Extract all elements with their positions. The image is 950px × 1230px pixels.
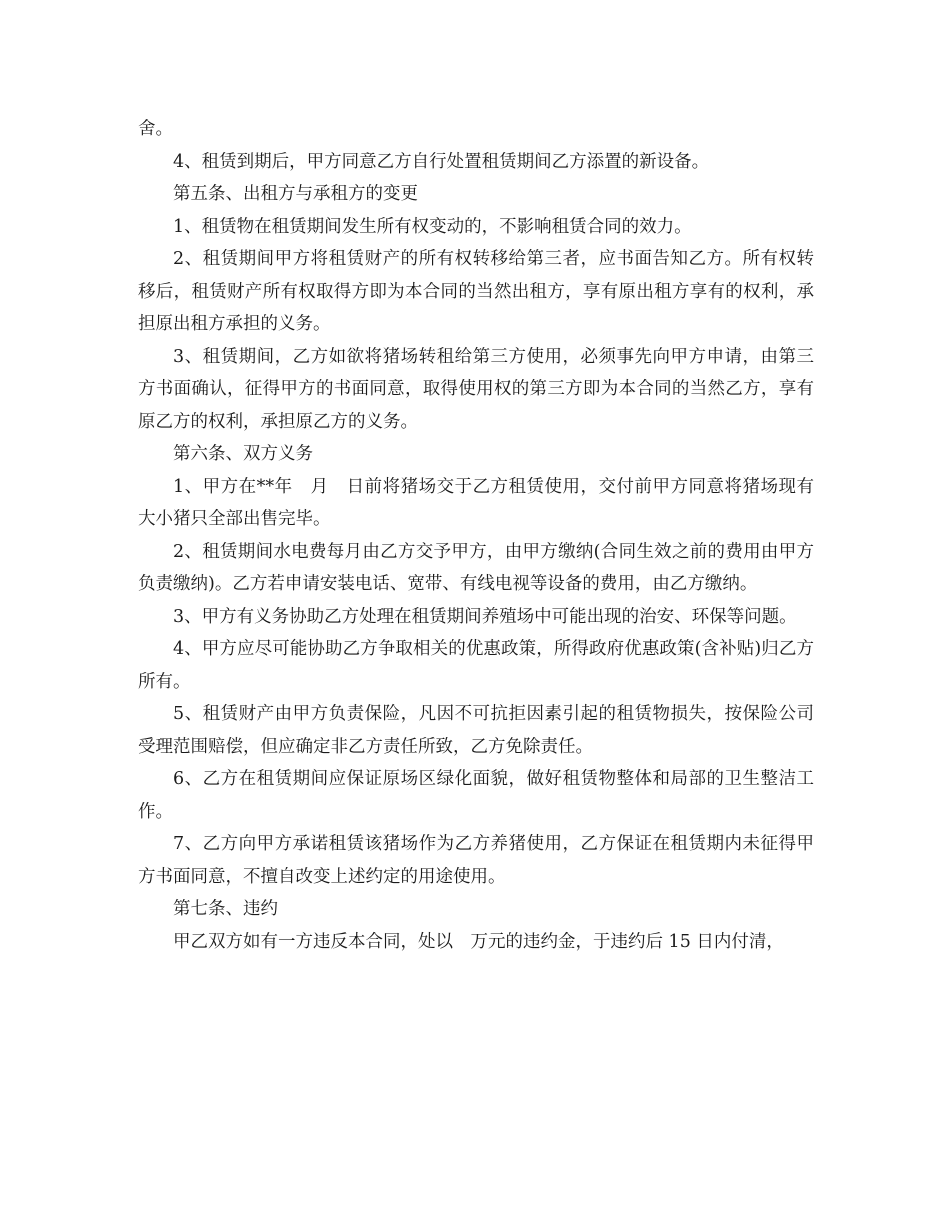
paragraph-13: 6、乙方在租赁期间应保证原场区绿化面貌，做好租赁物整体和局部的卫生整洁工作。 (138, 769, 814, 822)
paragraph-2: 4、租赁到期后，甲方同意乙方自行处置租赁期间乙方添置的新设备。 (173, 151, 710, 172)
paragraph-1: 舍。 (138, 119, 173, 139)
paragraph-9: 2、租赁期间水电费每月由乙方交予甲方，由甲方缴纳(合同生效之前的费用由甲方负责缴纳)。乙方若申请安装电话、宽带、有线电视等设备的费用，由乙方缴纳。 (138, 541, 814, 594)
paragraph-6: 3、租赁期间，乙方如欲将猪场转租给第三方使用，必须事先向甲方申请，由第三方书面确认，征得甲方的书面同意，取得使用权的第三方即为本合同的当然乙方，享有原乙方的权利，承担原乙方的义务。 (138, 346, 814, 432)
paragraph-12: 5、租赁财产由甲方负责保险，凡因不可抗拒因素引起的租赁物损失，按保险公司受理范围赔偿，但应确定非乙方责任所致，乙方免除责任。 (138, 704, 814, 757)
section-heading-7: 第七条、违约 (173, 899, 278, 919)
paragraph-11: 4、甲方应尽可能协助乙方争取相关的优惠政策，所得政府优惠政策(含补贴)归乙方所有。 (138, 639, 814, 692)
paragraph-5: 2、租赁期间甲方将租赁财产的所有权转移给第三者，应书面告知乙方。所有权转移后，租赁财产所有权取得方即为本合同的当然出租方，享有原出租方享有的权利，承担原出租方承担的义务。 (138, 249, 814, 334)
section-heading-6: 第六条、双方义务 (173, 444, 313, 464)
paragraph-14: 7、乙方向甲方承诺租赁该猪场作为乙方养猪使用，乙方保证在租赁期内未征得甲方书面同意，不擅自改变上述约定的用途使用。 (138, 834, 814, 887)
paragraph-16: 甲乙双方如有一方违反本合同，处以 万元的违约金，于违约后 15 日内付清， (173, 931, 784, 952)
paragraph-10: 3、甲方有义务协助乙方处理在租赁期间养殖场中可能出现的治安、环保等问题。 (173, 606, 797, 627)
contract-body (138, 113, 814, 958)
paragraph-8: 1、甲方在**年 月 日前将猪场交于乙方租赁使用，交付前甲方同意将猪场现有大小猪只全部出售完毕。 (138, 476, 814, 529)
section-heading-5: 第五条、出租方与承租方的变更 (173, 184, 418, 204)
paragraph-4: 1、租赁物在租赁期间发生所有权变动的，不影响租赁合同的效力。 (173, 216, 692, 237)
